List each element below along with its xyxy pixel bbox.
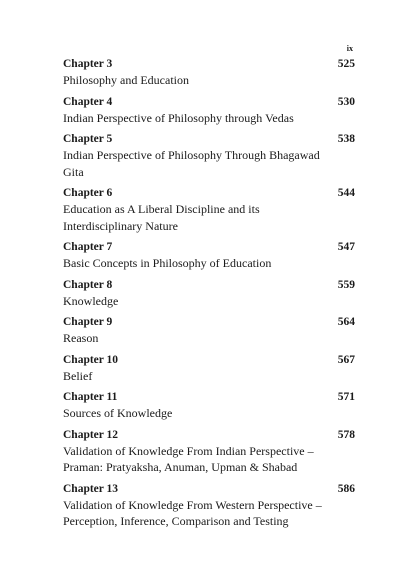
toc-entry-chapter-11	[63, 390, 355, 422]
chapter-heading: Chapter 10	[63, 353, 119, 366]
chapter-page-number: 586	[337, 482, 355, 495]
toc-entry-chapter-3	[63, 57, 355, 89]
chapter-title: Basic Concepts in Philosophy of Education	[63, 256, 272, 270]
chapter-title: Validation of Knowledge From Indian Perspective – Praman: Pratyaksha, Anuman, Upman & Shabad	[63, 443, 314, 474]
chapter-page-number: 538	[337, 133, 355, 145]
chapter-heading: Chapter 9	[63, 316, 113, 328]
chapter-title: Philosophy and Education	[63, 73, 189, 87]
chapter-heading: Chapter 6	[63, 187, 113, 199]
toc-entry-chapter-7	[63, 240, 355, 272]
toc-entry-chapter-9	[63, 315, 355, 347]
chapter-page-number: 544	[337, 187, 355, 199]
chapter-heading: Chapter 3	[63, 58, 113, 70]
chapter-page-number: 578	[337, 428, 355, 441]
chapter-heading: Chapter 4	[63, 95, 113, 108]
chapter-page-number: 530	[337, 95, 355, 108]
page-number: ix	[346, 44, 353, 53]
chapter-heading: Chapter 5	[63, 133, 113, 145]
chapter-page-number: 567	[337, 353, 355, 366]
chapter-page-number: 559	[337, 278, 355, 291]
toc-entry-chapter-10	[63, 353, 355, 385]
chapter-heading: Chapter 11	[63, 391, 118, 403]
chapter-heading: Chapter 12	[63, 428, 119, 441]
chapter-heading: Chapter 7	[63, 241, 113, 253]
toc-entry-chapter-4	[63, 95, 355, 127]
table-of-contents	[63, 57, 355, 530]
toc-entry-chapter-6	[63, 186, 355, 234]
chapter-title: Reason	[63, 331, 99, 345]
chapter-page-number: 564	[337, 316, 355, 328]
chapter-title: Knowledge	[63, 293, 119, 308]
toc-entry-chapter-5	[63, 132, 355, 180]
chapter-title: Validation of Knowledge From Western Perspective – Perception, Inference, Comparison and Testing	[63, 497, 322, 528]
chapter-heading: Chapter 13	[63, 482, 119, 495]
toc-entry-chapter-13	[63, 482, 355, 530]
toc-entry-chapter-12	[63, 428, 355, 476]
chapter-title: Indian Perspective of Philosophy Through Bhagawad Gita	[63, 148, 320, 179]
chapter-title: Belief	[63, 368, 93, 383]
chapter-title: Indian Perspective of Philosophy through Vedas	[63, 110, 294, 125]
chapter-heading: Chapter 8	[63, 278, 113, 291]
chapter-page-number: 547	[337, 241, 355, 253]
chapter-page-number: 571	[337, 391, 355, 403]
chapter-page-number: 525	[337, 58, 355, 70]
chapter-title: Education as A Liberal Discipline and its Interdisciplinary Nature	[63, 202, 260, 233]
toc-entry-chapter-8	[63, 278, 355, 310]
chapter-title: Sources of Knowledge	[63, 406, 173, 420]
